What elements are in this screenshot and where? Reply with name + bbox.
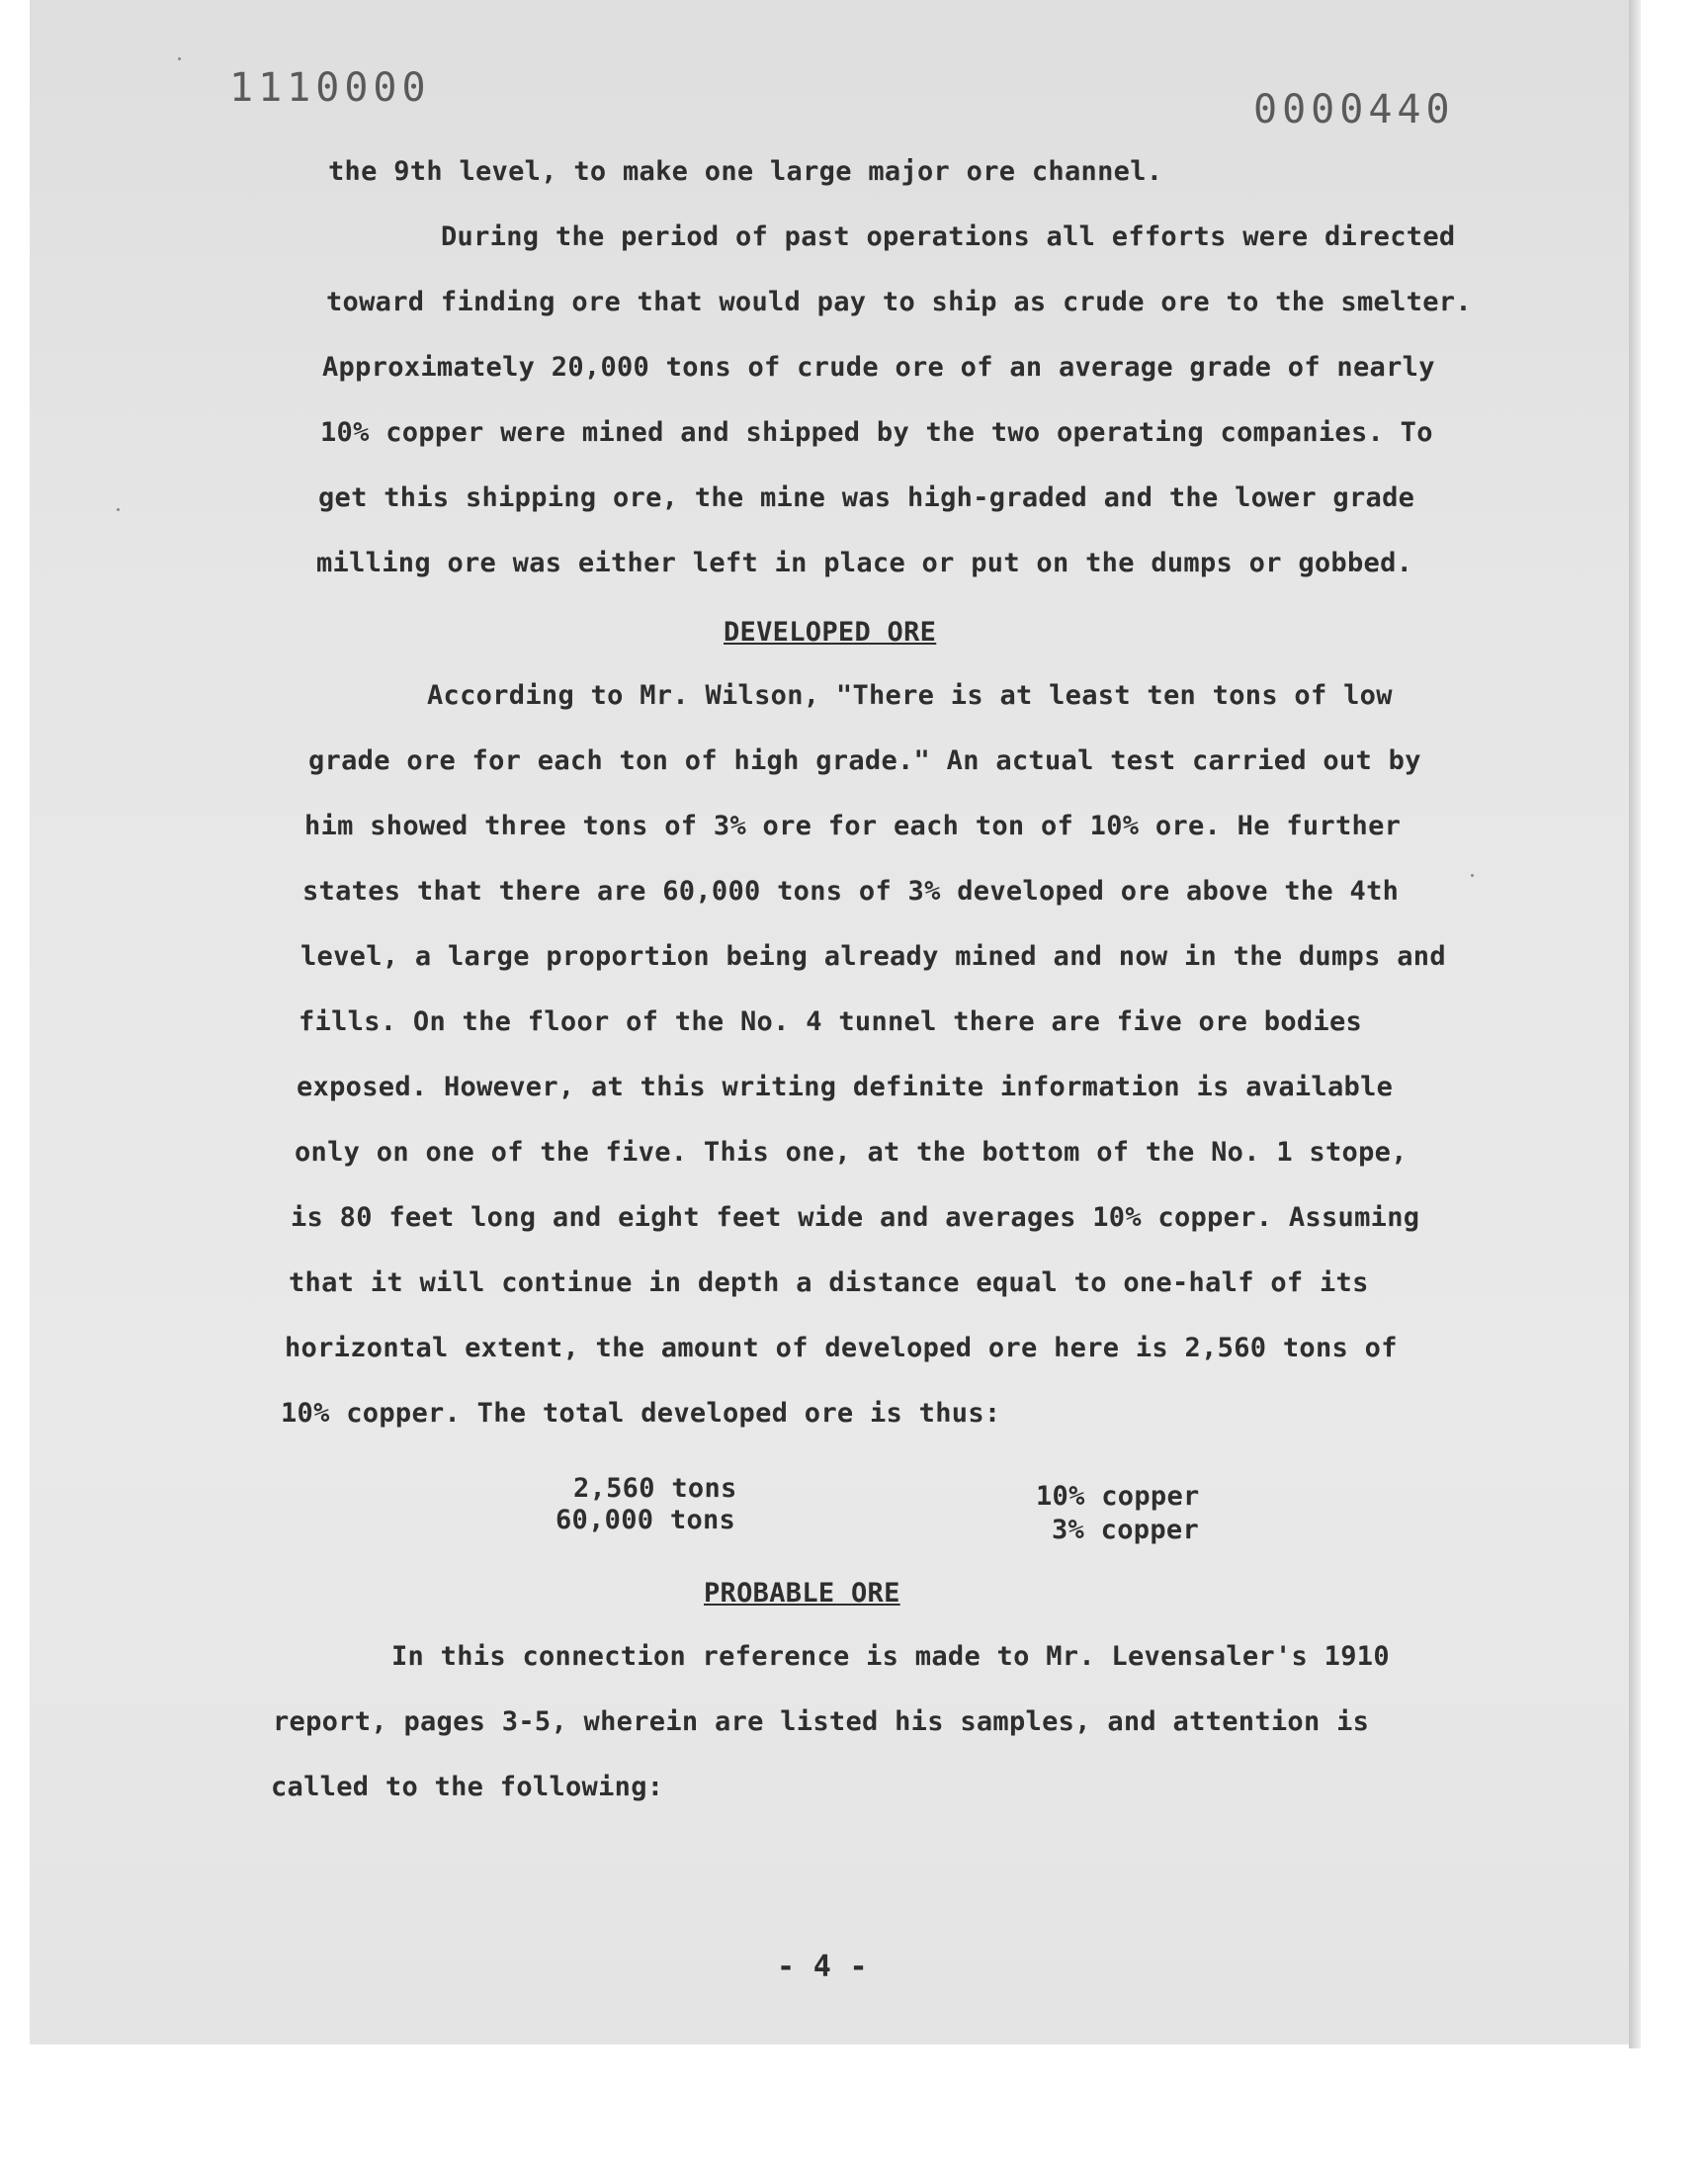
text-line: is 80 feet long and eight feet wide and averages 10% copper. Assuming (291, 1202, 1420, 1233)
ore-grade-cell: 3% copper (1052, 1515, 1199, 1545)
scan-speck (117, 508, 120, 511)
scan-speck (1471, 874, 1474, 877)
text-line: According to Mr. Wilson, "There is at least ten tons of low (427, 680, 1393, 711)
text-line: exposed. However, at this writing definite information is available (297, 1072, 1394, 1102)
text-line: 10% copper were mined and shipped by the two operating companies. To (320, 417, 1433, 448)
text-line: get this shipping ore, the mine was high-graded and the lower grade (318, 482, 1415, 513)
page-number: - 4 - (777, 1950, 868, 1984)
ore-tons-cell: 60,000 tons (555, 1505, 736, 1535)
text-line: During the period of past operations all efforts were directed (441, 221, 1456, 252)
text-line: milling ore was either left in place or put on the dumps or gobbed. (316, 548, 1413, 578)
text-line: Approximately 20,000 tons of crude ore of an average grade of nearly (322, 352, 1435, 383)
scan-speck (178, 57, 181, 60)
text-line: 10% copper. The total developed ore is thus: (281, 1398, 1001, 1429)
text-line: horizontal extent, the amount of developed ore here is 2,560 tons of (285, 1333, 1398, 1363)
text-line: grade ore for each ton of high grade." An actual test carried out by (308, 745, 1421, 776)
section-heading-probable-ore: PROBABLE ORE (704, 1578, 900, 1609)
text-line: In this connection reference is made to Mr. Levensaler's 1910 (391, 1641, 1390, 1672)
ore-grade-cell: 10% copper (1036, 1481, 1200, 1512)
section-heading-developed-ore: DEVELOPED ORE (724, 617, 937, 648)
ore-tons-cell: 2,560 tons (573, 1473, 737, 1504)
text-line: toward finding ore that would pay to ship as crude ore to the smelter. (326, 287, 1472, 317)
page-edge-shadow (1629, 0, 1641, 2048)
text-line: states that there are 60,000 tons of 3% developed ore above the 4th (302, 876, 1400, 907)
text-line: only on one of the five. This one, at the bottom of the No. 1 stope, (295, 1137, 1408, 1168)
text-line: the 9th level, to make one large major ore channel. (328, 156, 1163, 187)
text-line: level, a large proportion being already mined and now in the dumps and (300, 941, 1446, 972)
text-line: fills. On the floor of the No. 4 tunnel there are five ore bodies (299, 1006, 1363, 1037)
text-line: called to the following: (271, 1772, 664, 1802)
stamp-number-right: 0000440 (1253, 87, 1455, 132)
text-line: him showed three tons of 3% ore for each ton of 10% ore. He further (304, 811, 1402, 841)
text-line: that it will continue in depth a distance equal to one-half of its (289, 1267, 1369, 1298)
text-line: report, pages 3-5, wherein are listed his samples, and attention is (273, 1706, 1370, 1737)
stamp-number-left: 1110000 (229, 65, 431, 111)
